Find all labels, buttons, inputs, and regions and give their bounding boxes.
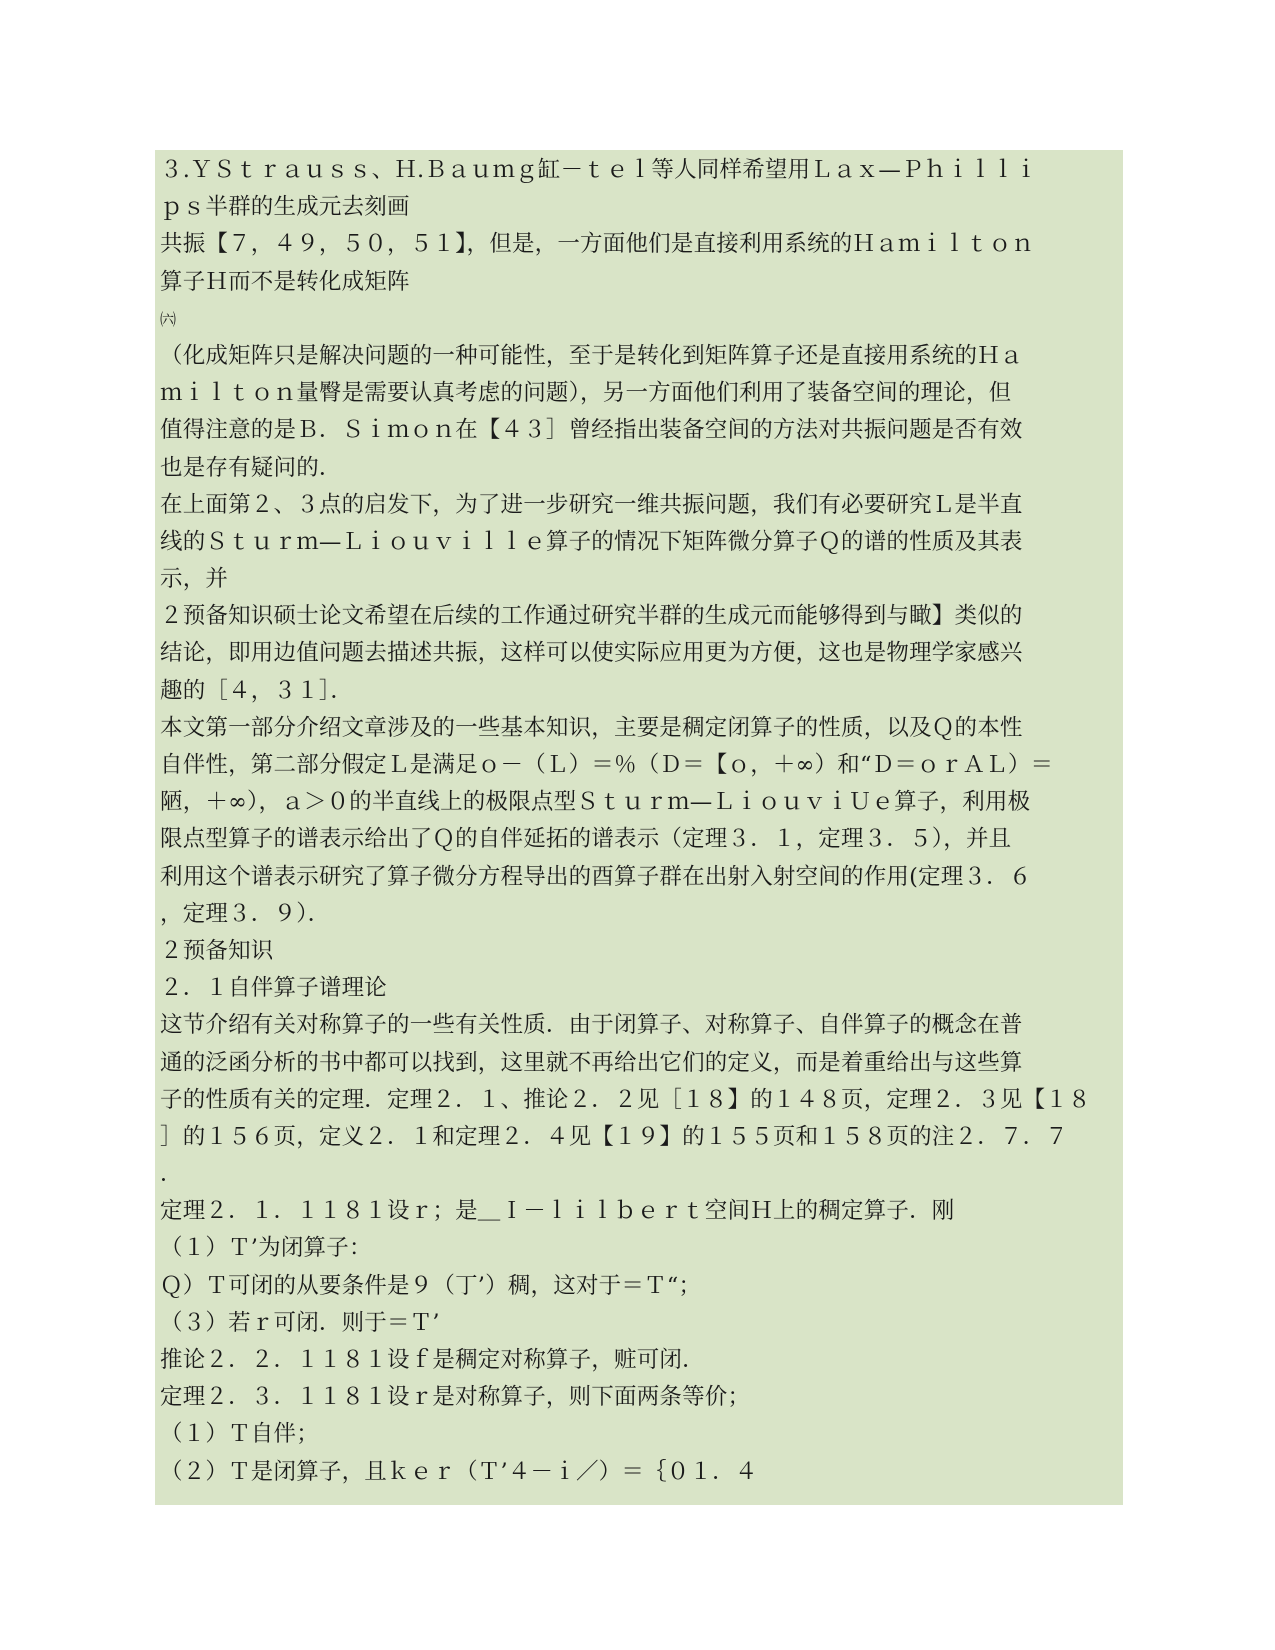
text-line: ，定理３．９）． <box>160 900 331 927</box>
text-line: （２）Ｔ是闭算子，且ｋｅｒ（Ｔ’４－ｉ／）＝｛０１．４ <box>160 1458 758 1485</box>
text-line: ㈥ <box>160 309 177 329</box>
text-line: 利用这个谱表示研究了算子微分方程导出的酉算子群在出射入射空间的作用(定理３．６ <box>160 863 1032 890</box>
theorem-line: 定理２．３．１１８１设ｒ是对称算子，则下面两条等价； <box>160 1384 751 1411</box>
text-line: 算子Ｈ而不是转化成矩阵 <box>160 268 410 295</box>
section-heading: ２预备知识 <box>160 937 274 964</box>
text-line: 陋，＋∞），ａ＞０的半直线上的极限点型Ｓｔｕｒｍ—ＬｉｏｕｖｉＵｅ算子，利用极 <box>160 789 1031 816</box>
text-line: 共振【７，４９，５０，５１】，但是，一方面他们是直接利用系统的Ｈａｍｉｌｔｏｎ <box>160 231 1035 258</box>
text-line: （化成矩阵只是解决问题的一种可能性，至于是转化到矩阵算子还是直接用系统的Ｈａ <box>160 342 1023 369</box>
text-line: Ｑ）Ｔ可闭的从要条件是９（丁’）稠，这对于＝Ｔ“； <box>160 1272 702 1299</box>
text-line: （１）Ｔ自伴； <box>160 1421 319 1448</box>
text-line: 这节介绍有关对称算子的一些有关性质．由于闭算子、对称算子、自伴算子的概念在普 <box>160 1012 1023 1039</box>
text-line: 也是存有疑问的． <box>160 454 342 481</box>
text-line: ｐｓ半群的生成元去刻画 <box>160 194 410 221</box>
text-line: 值得注意的是Ｂ．Ｓｉｍｏｎ在【４３］曾经指出装备空间的方法对共振问题是否有效 <box>160 417 1023 444</box>
text-line: 结论，即用边值问题去描述共振，这样可以使实际应用更为方便，这也是物理学家感兴 <box>160 640 1023 667</box>
text-line: ］的１５６页，定义２．１和定理２．４见【１９】的１５５页和１５８页的注２．７．７ <box>160 1123 1069 1150</box>
text-line: 示，并 <box>160 566 229 593</box>
text-line: （３）若ｒ可闭．则于＝Ｔ’ <box>160 1309 440 1336</box>
text-line: 线的Ｓｔｕｒｍ—Ｌｉｏｕｖｉｌｌｅ算子的情况下矩阵微分算子Ｑ的谱的性质及其表 <box>160 528 1023 555</box>
text-line: 子的性质有关的定理．定理２．１、推论２．２见［１８】的１４８页，定理２．３见【１８ <box>160 1086 1091 1113</box>
text-line: （１）Ｔ’为闭算子： <box>160 1235 372 1262</box>
subsection-heading: ２．１自伴算子谱理论 <box>160 975 388 1002</box>
text-line: ． <box>160 1161 183 1188</box>
text-line: 趣的［４，３１］． <box>160 677 354 704</box>
text-line: ２预备知识硕士论文希望在后续的工作通过研究半群的生成元而能够得到与瞰】类似的 <box>160 603 1023 630</box>
corollary-line: 推论２．２．１１８１设ｆ是稠定对称算子，赃可闭． <box>160 1347 705 1373</box>
text-line: ３.ＹＳｔｒａｕｓｓ、Ｈ.Ｂａｕｍｇ缸－ｔｅｌ等人同样希望用Ｌａｘ—Ｐｈｉｌｌｉ <box>160 157 1038 183</box>
text-line: 自伴性，第二部分假定Ｌ是满足ｏ－（Ｌ）＝％（Ｄ＝【ｏ，＋∞）和“Ｄ＝ｏｒＡＬ）＝ <box>160 752 1054 778</box>
text-line: ｍｉｌｔｏｎ量臀是需要认真考虑的问题），另一方面他们利用了装备空间的理论，但 <box>160 380 1012 407</box>
text-line: 在上面第２、３点的启发下，为了进一步研究一维共振问题，我们有必要研究Ｌ是半直 <box>160 491 1023 518</box>
text-line: 本文第一部分介绍文章涉及的一些基本知识，主要是稠定闭算子的性质，以及Ｑ的本性 <box>160 714 1023 741</box>
text-line: 通的泛函分析的书中都可以找到，这里就不再给出它们的定义，而是着重给出与这些算 <box>160 1049 1023 1076</box>
document-text-column <box>160 152 1122 1491</box>
theorem-line: 定理２．１．１１８１设ｒ；是＿Ｉ－ｌｉｌｂｅｒｔ空间Ｈ上的稠定算子．刚 <box>160 1198 955 1225</box>
text-line: 限点型算子的谱表示给出了Ｑ的自伴延拓的谱表示（定理３．１，定理３．５），并且 <box>160 826 1012 853</box>
